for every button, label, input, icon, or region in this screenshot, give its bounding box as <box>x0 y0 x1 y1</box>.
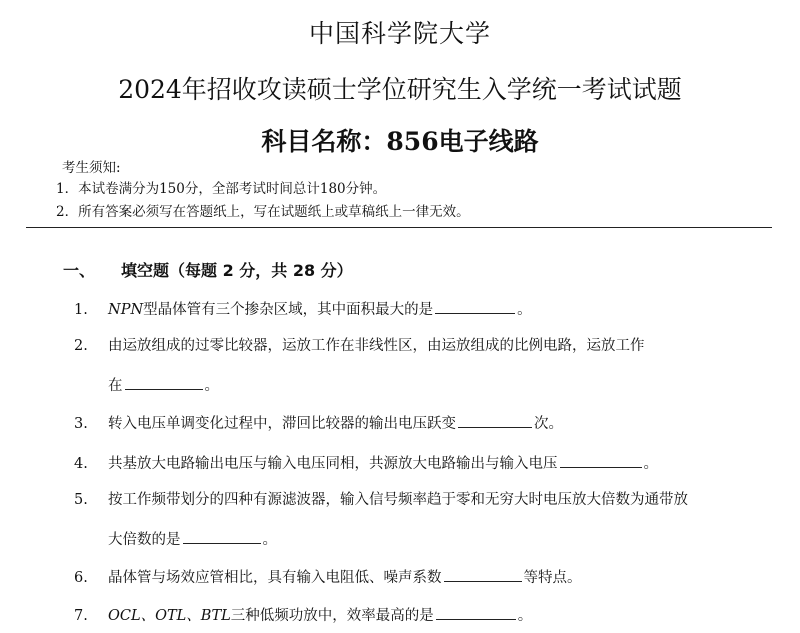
question-text: 由运放组成的过零比较器，运放工作在非线性区，由运放组成的比例电路，运放工作 <box>108 338 645 354</box>
question-text: 大倍数的是 <box>108 532 181 548</box>
question-text: 在 <box>108 378 123 394</box>
question-text-end: 等特点。 <box>523 570 582 586</box>
section-heading <box>63 258 353 281</box>
section-title: 填空题（每题 2 分，共 28 分） <box>121 261 353 280</box>
answer-blank[interactable] <box>436 607 516 620</box>
question-5-continuation <box>108 528 277 549</box>
answer-blank[interactable] <box>183 531 261 544</box>
question-number: 4. <box>74 456 88 472</box>
answer-blank[interactable] <box>458 415 532 428</box>
notice-item-2: 2．所有答案必须写在答题纸上，写在试题纸上或草稿纸上一律无效。 <box>56 204 470 220</box>
question-text-end: 次。 <box>534 416 563 432</box>
question-text-end: 。 <box>262 532 277 548</box>
question-text: 按工作频带划分的四种有源滤波器，输入信号频率趋于零和无穷大时电压放大倍数为通带放 <box>108 492 688 508</box>
notice-item-1: 1．本试卷满分为150分，全部考试时间总计180分钟。 <box>56 181 387 197</box>
question-number: 1. <box>74 302 88 318</box>
question-7 <box>74 604 532 625</box>
question-text-end: 。 <box>204 378 219 394</box>
question-number: 6. <box>74 570 88 586</box>
subject-title: 科目名称：856电子线路 <box>261 127 539 156</box>
question-text-end: 。 <box>517 608 533 624</box>
question-1 <box>74 298 532 319</box>
question-6 <box>74 566 582 587</box>
question-text-end: 。 <box>517 302 532 318</box>
question-text: 三种低频功放中，效率最高的是 <box>230 608 434 624</box>
question-3 <box>74 412 563 433</box>
answer-blank[interactable] <box>444 569 522 582</box>
question-text-end: 。 <box>643 456 658 472</box>
exam-title: 2024年招收攻读硕士学位研究生入学统一考试试题 <box>118 75 682 104</box>
school-name: 中国科学院大学 <box>308 19 491 48</box>
question-text: 型晶体管有三个掺杂区域，其中面积最大的是 <box>143 302 434 318</box>
question-number: 2. <box>74 338 88 354</box>
notice-heading: 考生须知: <box>62 160 121 176</box>
question-text: 共基放大电路输出电压与输入电压同相，共源放大电路输出与输入电压 <box>108 456 558 472</box>
question-number: 5. <box>74 492 88 508</box>
question-number: 3. <box>74 416 88 432</box>
question-2 <box>74 334 645 355</box>
question-5 <box>74 488 688 509</box>
question-text: 转入电压单调变化过程中，滞回比较器的输出电压跃变 <box>108 416 456 432</box>
question-2-continuation <box>108 374 219 395</box>
question-text: 晶体管与场效应管相比，具有输入电阻低、噪声系数 <box>108 570 442 586</box>
answer-blank[interactable] <box>435 301 515 314</box>
question-italic-term: OCL、OTL、BTL <box>108 608 231 624</box>
question-number: 7. <box>74 608 88 624</box>
question-italic-term: NPN <box>108 302 144 318</box>
answer-blank[interactable] <box>125 377 203 390</box>
section-number: 一、 <box>63 261 96 280</box>
answer-blank[interactable] <box>560 455 642 468</box>
question-4 <box>74 452 658 473</box>
header-divider <box>26 227 772 228</box>
